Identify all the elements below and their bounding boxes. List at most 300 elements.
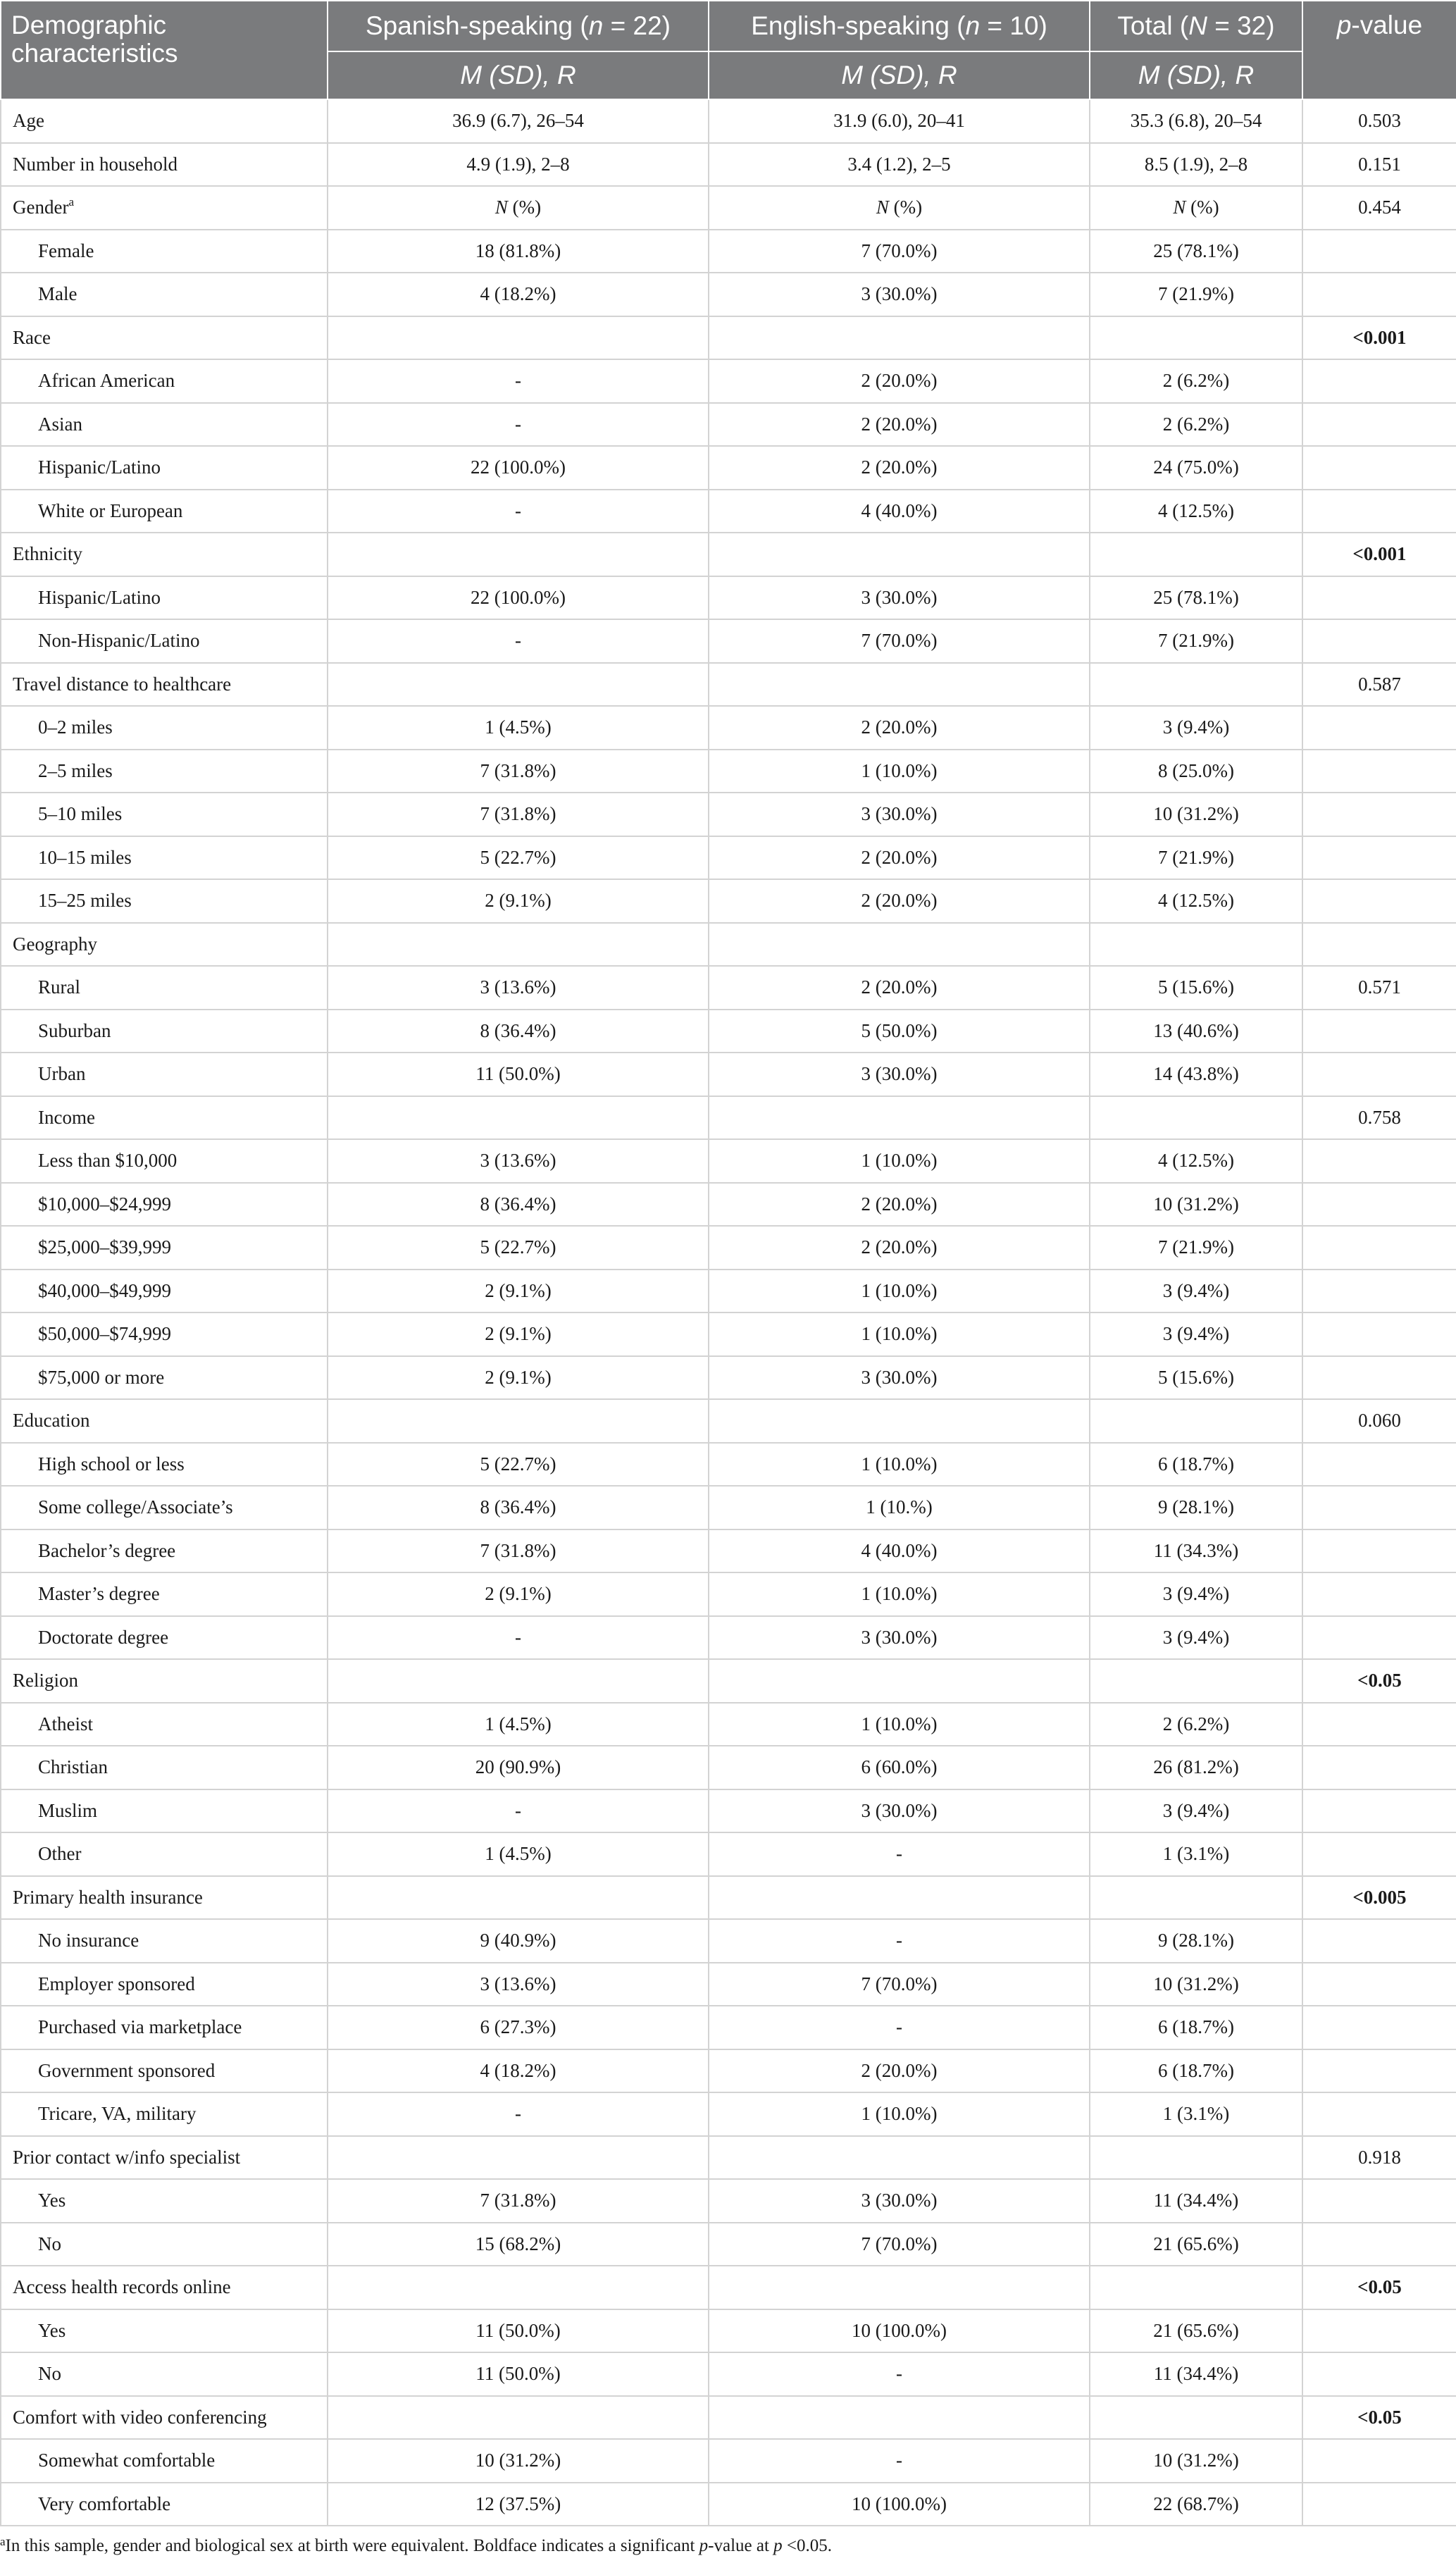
row-label: Very comfortable bbox=[1, 2483, 328, 2526]
row-label: Rural bbox=[1, 966, 328, 1010]
cell-p-value bbox=[1302, 1963, 1456, 2006]
cell-p-value bbox=[1302, 1010, 1456, 1053]
cell-p-value bbox=[1302, 706, 1456, 750]
header-english-speaking: English-speaking (n = 10) bbox=[709, 1, 1090, 51]
cell-spanish-speaking: N (%) bbox=[328, 186, 709, 230]
cell-english-speaking: 7 (70.0%) bbox=[709, 619, 1090, 663]
table-row-subitem bbox=[1, 576, 1456, 620]
cell-total bbox=[1090, 2266, 1302, 2309]
table-row-subitem bbox=[1, 1226, 1456, 1270]
cell-total: 2 (6.2%) bbox=[1090, 359, 1302, 403]
table-row-subitem bbox=[1, 1919, 1456, 1963]
table-row-subitem bbox=[1, 1963, 1456, 2006]
cell-p-value bbox=[1302, 273, 1456, 316]
cell-spanish-speaking: 1 (4.5%) bbox=[328, 706, 709, 750]
cell-english-speaking: N (%) bbox=[709, 186, 1090, 230]
row-label: Comfort with video conferencing bbox=[1, 2396, 328, 2440]
cell-spanish-speaking: 4 (18.2%) bbox=[328, 2049, 709, 2093]
cell-total: 9 (28.1%) bbox=[1090, 1486, 1302, 1529]
table-row-subitem bbox=[1, 490, 1456, 533]
cell-total: 8.5 (1.9), 2–8 bbox=[1090, 143, 1302, 187]
table-footnote: $^a$In this sample, gender and biological sex at birth were equivalent. Boldface indicates a significant p-value at p <0.05. bbox=[0, 2535, 833, 2555]
row-label: 10–15 miles bbox=[1, 836, 328, 880]
row-label: Some college/Associate’s bbox=[1, 1486, 328, 1529]
cell-total: 5 (15.6%) bbox=[1090, 1356, 1302, 1400]
cell-spanish-speaking: - bbox=[328, 403, 709, 447]
cell-total: 13 (40.6%) bbox=[1090, 1010, 1302, 1053]
table-row-subitem bbox=[1, 1010, 1456, 1053]
cell-p-value: 0.587 bbox=[1302, 663, 1456, 707]
cell-spanish-speaking: 3 (13.6%) bbox=[328, 1963, 709, 2006]
cell-spanish-speaking: 3 (13.6%) bbox=[328, 1139, 709, 1183]
cell-p-value bbox=[1302, 2223, 1456, 2266]
row-label: Doctorate degree bbox=[1, 1616, 328, 1660]
cell-spanish-speaking: 2 (9.1%) bbox=[328, 1270, 709, 1313]
cell-spanish-speaking bbox=[328, 2396, 709, 2440]
cell-p-value: 0.918 bbox=[1302, 2136, 1456, 2180]
cell-total: 11 (34.4%) bbox=[1090, 2179, 1302, 2223]
table-row-subitem bbox=[1, 2483, 1456, 2526]
cell-p-value: 0.571 bbox=[1302, 966, 1456, 1010]
cell-total bbox=[1090, 1876, 1302, 1920]
cell-total bbox=[1090, 533, 1302, 576]
cell-spanish-speaking: 5 (22.7%) bbox=[328, 1226, 709, 1270]
row-label: Number in household bbox=[1, 143, 328, 187]
cell-p-value: 0.454 bbox=[1302, 186, 1456, 230]
row-label: Somewhat comfortable bbox=[1, 2439, 328, 2483]
cell-english-speaking: - bbox=[709, 2352, 1090, 2396]
table-header bbox=[1, 1, 1456, 99]
cell-spanish-speaking: 2 (9.1%) bbox=[328, 1572, 709, 1616]
footnote-marker: a bbox=[68, 195, 75, 209]
cell-english-speaking: 1 (10.0%) bbox=[709, 750, 1090, 793]
table-row-subitem bbox=[1, 1529, 1456, 1573]
table-row-subitem bbox=[1, 2006, 1456, 2049]
table-row-category bbox=[1, 1876, 1456, 1920]
cell-p-value: 0.060 bbox=[1302, 1399, 1456, 1443]
cell-spanish-speaking: - bbox=[328, 1789, 709, 1833]
table-row-subitem bbox=[1, 2309, 1456, 2353]
cell-total: 3 (9.4%) bbox=[1090, 706, 1302, 750]
cell-p-value bbox=[1302, 1356, 1456, 1400]
subheader-total: M (SD), R bbox=[1090, 51, 1302, 99]
row-label: Less than $10,000 bbox=[1, 1139, 328, 1183]
cell-english-speaking: - bbox=[709, 1919, 1090, 1963]
table-row-subitem bbox=[1, 1616, 1456, 1660]
table-row-subitem bbox=[1, 966, 1456, 1010]
cell-spanish-speaking: - bbox=[328, 490, 709, 533]
table-row-category bbox=[1, 2136, 1456, 2180]
cell-total bbox=[1090, 1096, 1302, 1140]
cell-spanish-speaking: 8 (36.4%) bbox=[328, 1010, 709, 1053]
cell-total bbox=[1090, 316, 1302, 360]
cell-english-speaking: 1 (10.0%) bbox=[709, 1572, 1090, 1616]
cell-total: 3 (9.4%) bbox=[1090, 1616, 1302, 1660]
cell-total: 21 (65.6%) bbox=[1090, 2309, 1302, 2353]
cell-spanish-speaking bbox=[328, 2136, 709, 2180]
cell-total: 3 (9.4%) bbox=[1090, 1789, 1302, 1833]
table-row-category bbox=[1, 143, 1456, 187]
table-row-subitem bbox=[1, 2179, 1456, 2223]
table-row-subitem bbox=[1, 1312, 1456, 1356]
cell-english-speaking: 1 (10.0%) bbox=[709, 1270, 1090, 1313]
cell-english-speaking: - bbox=[709, 1832, 1090, 1876]
cell-spanish-speaking: - bbox=[328, 1616, 709, 1660]
cell-spanish-speaking bbox=[328, 1876, 709, 1920]
row-label: 15–25 miles bbox=[1, 879, 328, 923]
cell-total: 4 (12.5%) bbox=[1090, 1139, 1302, 1183]
table-row-subitem bbox=[1, 1789, 1456, 1833]
table-row-subitem bbox=[1, 1703, 1456, 1746]
cell-total: 35.3 (6.8), 20–54 bbox=[1090, 99, 1302, 143]
cell-spanish-speaking: 6 (27.3%) bbox=[328, 2006, 709, 2049]
cell-english-speaking: 1 (10.%) bbox=[709, 1486, 1090, 1529]
cell-english-speaking: 6 (60.0%) bbox=[709, 1746, 1090, 1789]
cell-spanish-speaking: 7 (31.8%) bbox=[328, 750, 709, 793]
cell-english-speaking: 1 (10.0%) bbox=[709, 1703, 1090, 1746]
table-row-category bbox=[1, 533, 1456, 576]
cell-total: 2 (6.2%) bbox=[1090, 403, 1302, 447]
cell-english-speaking: 2 (20.0%) bbox=[709, 446, 1090, 490]
table-row-subitem bbox=[1, 403, 1456, 447]
cell-english-speaking: 1 (10.0%) bbox=[709, 1312, 1090, 1356]
cell-english-speaking: 3.4 (1.2), 2–5 bbox=[709, 143, 1090, 187]
cell-p-value bbox=[1302, 2006, 1456, 2049]
cell-total: N (%) bbox=[1090, 186, 1302, 230]
table-row-subitem bbox=[1, 750, 1456, 793]
cell-total: 3 (9.4%) bbox=[1090, 1270, 1302, 1313]
cell-p-value bbox=[1302, 1529, 1456, 1573]
cell-p-value: <0.001 bbox=[1302, 533, 1456, 576]
cell-spanish-speaking: 5 (22.7%) bbox=[328, 836, 709, 880]
row-label: Geography bbox=[1, 923, 328, 967]
cell-english-speaking: 2 (20.0%) bbox=[709, 706, 1090, 750]
cell-p-value bbox=[1302, 1703, 1456, 1746]
cell-p-value: <0.05 bbox=[1302, 1659, 1456, 1703]
row-label: Government sponsored bbox=[1, 2049, 328, 2093]
table-row-subitem bbox=[1, 619, 1456, 663]
cell-spanish-speaking: 11 (50.0%) bbox=[328, 2309, 709, 2353]
cell-total: 8 (25.0%) bbox=[1090, 750, 1302, 793]
row-label: 2–5 miles bbox=[1, 750, 328, 793]
cell-total: 1 (3.1%) bbox=[1090, 2092, 1302, 2136]
header-spanish-speaking: Spanish-speaking (n = 22) bbox=[328, 1, 709, 51]
cell-total: 7 (21.9%) bbox=[1090, 1226, 1302, 1270]
header-total: Total (N = 32) bbox=[1090, 1, 1302, 51]
cell-english-speaking: 1 (10.0%) bbox=[709, 2092, 1090, 2136]
row-label: Hispanic/Latino bbox=[1, 446, 328, 490]
cell-spanish-speaking: 18 (81.8%) bbox=[328, 230, 709, 273]
cell-english-speaking bbox=[709, 2136, 1090, 2180]
table-row-subitem bbox=[1, 2049, 1456, 2093]
table-row-subitem bbox=[1, 2439, 1456, 2483]
cell-spanish-speaking: 7 (31.8%) bbox=[328, 793, 709, 836]
cell-p-value bbox=[1302, 619, 1456, 663]
table-row-category bbox=[1, 663, 1456, 707]
table-row-subitem bbox=[1, 706, 1456, 750]
cell-total: 10 (31.2%) bbox=[1090, 2439, 1302, 2483]
cell-p-value: 0.503 bbox=[1302, 99, 1456, 143]
cell-total: 26 (81.2%) bbox=[1090, 1746, 1302, 1789]
cell-p-value bbox=[1302, 1443, 1456, 1487]
table-row-category bbox=[1, 186, 1456, 230]
cell-spanish-speaking: 2 (9.1%) bbox=[328, 1312, 709, 1356]
cell-english-speaking bbox=[709, 316, 1090, 360]
row-label: Purchased via marketplace bbox=[1, 2006, 328, 2049]
cell-spanish-speaking: 1 (4.5%) bbox=[328, 1832, 709, 1876]
cell-spanish-speaking bbox=[328, 1659, 709, 1703]
table-row-subitem bbox=[1, 1572, 1456, 1616]
table-row-subitem bbox=[1, 230, 1456, 273]
cell-english-speaking: 2 (20.0%) bbox=[709, 359, 1090, 403]
row-label: Race bbox=[1, 316, 328, 360]
cell-p-value bbox=[1302, 2179, 1456, 2223]
cell-p-value bbox=[1302, 750, 1456, 793]
cell-p-value bbox=[1302, 836, 1456, 880]
cell-total: 25 (78.1%) bbox=[1090, 576, 1302, 620]
cell-total: 2 (6.2%) bbox=[1090, 1703, 1302, 1746]
cell-spanish-speaking bbox=[328, 2266, 709, 2309]
row-label: 0–2 miles bbox=[1, 706, 328, 750]
cell-total: 10 (31.2%) bbox=[1090, 1963, 1302, 2006]
cell-english-speaking: 3 (30.0%) bbox=[709, 1789, 1090, 1833]
row-label: Primary health insurance bbox=[1, 1876, 328, 1920]
cell-spanish-speaking: 8 (36.4%) bbox=[328, 1183, 709, 1227]
cell-english-speaking: 10 (100.0%) bbox=[709, 2483, 1090, 2526]
cell-total: 14 (43.8%) bbox=[1090, 1053, 1302, 1096]
cell-p-value bbox=[1302, 879, 1456, 923]
table-row-category bbox=[1, 99, 1456, 143]
table-row-category bbox=[1, 2396, 1456, 2440]
cell-p-value bbox=[1302, 1616, 1456, 1660]
cell-spanish-speaking: - bbox=[328, 2092, 709, 2136]
row-label: Male bbox=[1, 273, 328, 316]
cell-total: 3 (9.4%) bbox=[1090, 1312, 1302, 1356]
cell-p-value bbox=[1302, 1053, 1456, 1096]
cell-english-speaking: 4 (40.0%) bbox=[709, 490, 1090, 533]
cell-p-value bbox=[1302, 2309, 1456, 2353]
cell-english-speaking: 7 (70.0%) bbox=[709, 2223, 1090, 2266]
row-label: $75,000 or more bbox=[1, 1356, 328, 1400]
cell-spanish-speaking: 11 (50.0%) bbox=[328, 2352, 709, 2396]
cell-spanish-speaking: 4.9 (1.9), 2–8 bbox=[328, 143, 709, 187]
cell-english-speaking bbox=[709, 1876, 1090, 1920]
table-row-subitem bbox=[1, 793, 1456, 836]
table-row-subitem bbox=[1, 836, 1456, 880]
footnote-marker: a bbox=[0, 2535, 6, 2548]
cell-p-value bbox=[1302, 1486, 1456, 1529]
cell-total: 7 (21.9%) bbox=[1090, 273, 1302, 316]
cell-english-speaking: 2 (20.0%) bbox=[709, 836, 1090, 880]
cell-total bbox=[1090, 663, 1302, 707]
cell-english-speaking: 3 (30.0%) bbox=[709, 1616, 1090, 1660]
row-label: No insurance bbox=[1, 1919, 328, 1963]
cell-total: 6 (18.7%) bbox=[1090, 1443, 1302, 1487]
cell-spanish-speaking bbox=[328, 533, 709, 576]
row-label: Master’s degree bbox=[1, 1572, 328, 1616]
cell-p-value bbox=[1302, 1139, 1456, 1183]
table-row-subitem bbox=[1, 1053, 1456, 1096]
cell-p-value bbox=[1302, 576, 1456, 620]
cell-spanish-speaking: 20 (90.9%) bbox=[328, 1746, 709, 1789]
cell-total: 1 (3.1%) bbox=[1090, 1832, 1302, 1876]
cell-p-value bbox=[1302, 2352, 1456, 2396]
row-label: $10,000–$24,999 bbox=[1, 1183, 328, 1227]
cell-p-value bbox=[1302, 359, 1456, 403]
row-label: Tricare, VA, military bbox=[1, 2092, 328, 2136]
table-row-subitem bbox=[1, 1746, 1456, 1789]
row-label: $25,000–$39,999 bbox=[1, 1226, 328, 1270]
cell-english-speaking: - bbox=[709, 2006, 1090, 2049]
row-label: Age bbox=[1, 99, 328, 143]
cell-total: 10 (31.2%) bbox=[1090, 793, 1302, 836]
table-row-category bbox=[1, 1399, 1456, 1443]
cell-total: 25 (78.1%) bbox=[1090, 230, 1302, 273]
cell-total: 6 (18.7%) bbox=[1090, 2049, 1302, 2093]
cell-total: 11 (34.4%) bbox=[1090, 2352, 1302, 2396]
cell-total bbox=[1090, 1399, 1302, 1443]
row-label: Bachelor’s degree bbox=[1, 1529, 328, 1573]
row-label: Asian bbox=[1, 403, 328, 447]
cell-english-speaking: 2 (20.0%) bbox=[709, 879, 1090, 923]
cell-spanish-speaking: 8 (36.4%) bbox=[328, 1486, 709, 1529]
cell-english-speaking: 2 (20.0%) bbox=[709, 1226, 1090, 1270]
table-row-subitem bbox=[1, 1486, 1456, 1529]
cell-total: 9 (28.1%) bbox=[1090, 1919, 1302, 1963]
cell-spanish-speaking: 2 (9.1%) bbox=[328, 1356, 709, 1400]
cell-total: 11 (34.3%) bbox=[1090, 1529, 1302, 1573]
cell-p-value bbox=[1302, 1572, 1456, 1616]
cell-p-value bbox=[1302, 1312, 1456, 1356]
table-row-subitem bbox=[1, 1443, 1456, 1487]
table-row-subitem bbox=[1, 2223, 1456, 2266]
table-body bbox=[1, 99, 1456, 2526]
row-label: Access health records online bbox=[1, 2266, 328, 2309]
table-row-subitem bbox=[1, 2352, 1456, 2396]
row-label: Suburban bbox=[1, 1010, 328, 1053]
row-label: No bbox=[1, 2223, 328, 2266]
cell-spanish-speaking bbox=[328, 1399, 709, 1443]
cell-spanish-speaking bbox=[328, 663, 709, 707]
cell-english-speaking: 3 (30.0%) bbox=[709, 793, 1090, 836]
cell-spanish-speaking: 22 (100.0%) bbox=[328, 576, 709, 620]
cell-p-value: <0.05 bbox=[1302, 2396, 1456, 2440]
cell-english-speaking: 3 (30.0%) bbox=[709, 273, 1090, 316]
header-characteristics: Demographic characteristics bbox=[1, 1, 328, 99]
row-label: African American bbox=[1, 359, 328, 403]
cell-english-speaking bbox=[709, 1096, 1090, 1140]
row-label: $50,000–$74,999 bbox=[1, 1312, 328, 1356]
cell-p-value bbox=[1302, 2483, 1456, 2526]
cell-english-speaking bbox=[709, 2396, 1090, 2440]
cell-p-value bbox=[1302, 2439, 1456, 2483]
row-label: Yes bbox=[1, 2309, 328, 2353]
table-row-subitem bbox=[1, 1096, 1456, 1140]
cell-total: 10 (31.2%) bbox=[1090, 1183, 1302, 1227]
cell-total: 4 (12.5%) bbox=[1090, 490, 1302, 533]
row-label: Ethnicity bbox=[1, 533, 328, 576]
cell-spanish-speaking: - bbox=[328, 359, 709, 403]
cell-p-value bbox=[1302, 446, 1456, 490]
header-p-value: p-value bbox=[1302, 1, 1456, 99]
cell-spanish-speaking: 15 (68.2%) bbox=[328, 2223, 709, 2266]
cell-total bbox=[1090, 2136, 1302, 2180]
cell-spanish-speaking bbox=[328, 1096, 709, 1140]
cell-english-speaking: 3 (30.0%) bbox=[709, 1053, 1090, 1096]
cell-english-speaking: 4 (40.0%) bbox=[709, 1529, 1090, 1573]
cell-p-value bbox=[1302, 2049, 1456, 2093]
cell-spanish-speaking: 7 (31.8%) bbox=[328, 1529, 709, 1573]
cell-english-speaking: 3 (30.0%) bbox=[709, 1356, 1090, 1400]
cell-p-value bbox=[1302, 2092, 1456, 2136]
cell-spanish-speaking: 1 (4.5%) bbox=[328, 1703, 709, 1746]
row-label: Female bbox=[1, 230, 328, 273]
cell-total: 7 (21.9%) bbox=[1090, 836, 1302, 880]
cell-spanish-speaking: 36.9 (6.7), 26–54 bbox=[328, 99, 709, 143]
cell-p-value: <0.001 bbox=[1302, 316, 1456, 360]
table-row-subitem bbox=[1, 2092, 1456, 2136]
cell-english-speaking: 7 (70.0%) bbox=[709, 1963, 1090, 2006]
table-row-category bbox=[1, 923, 1456, 967]
cell-p-value bbox=[1302, 1226, 1456, 1270]
row-label: Christian bbox=[1, 1746, 328, 1789]
cell-p-value: 0.758 bbox=[1302, 1096, 1456, 1140]
cell-total bbox=[1090, 2396, 1302, 2440]
cell-p-value bbox=[1302, 1270, 1456, 1313]
cell-p-value bbox=[1302, 230, 1456, 273]
cell-english-speaking: 3 (30.0%) bbox=[709, 576, 1090, 620]
cell-spanish-speaking: 12 (37.5%) bbox=[328, 2483, 709, 2526]
cell-p-value: 0.151 bbox=[1302, 143, 1456, 187]
row-label: Urban bbox=[1, 1053, 328, 1096]
cell-p-value: <0.05 bbox=[1302, 2266, 1456, 2309]
cell-spanish-speaking: 7 (31.8%) bbox=[328, 2179, 709, 2223]
cell-p-value bbox=[1302, 490, 1456, 533]
cell-english-speaking: 10 (100.0%) bbox=[709, 2309, 1090, 2353]
row-label: Religion bbox=[1, 1659, 328, 1703]
cell-english-speaking bbox=[709, 533, 1090, 576]
row-label: Atheist bbox=[1, 1703, 328, 1746]
cell-total: 6 (18.7%) bbox=[1090, 2006, 1302, 2049]
cell-english-speaking: 2 (20.0%) bbox=[709, 966, 1090, 1010]
subheader-spanish: M (SD), R bbox=[328, 51, 709, 99]
cell-spanish-speaking: 9 (40.9%) bbox=[328, 1919, 709, 1963]
row-label: Gender$^a$ bbox=[1, 186, 328, 230]
cell-english-speaking: 1 (10.0%) bbox=[709, 1139, 1090, 1183]
cell-total: 5 (15.6%) bbox=[1090, 966, 1302, 1010]
cell-english-speaking: 1 (10.0%) bbox=[709, 1443, 1090, 1487]
cell-english-speaking bbox=[709, 923, 1090, 967]
row-label: High school or less bbox=[1, 1443, 328, 1487]
subheader-english: M (SD), R bbox=[709, 51, 1090, 99]
table-row-subitem bbox=[1, 1183, 1456, 1227]
cell-total: 21 (65.6%) bbox=[1090, 2223, 1302, 2266]
cell-english-speaking: 2 (20.0%) bbox=[709, 2049, 1090, 2093]
row-label: White or European bbox=[1, 490, 328, 533]
row-label: Prior contact w/info specialist bbox=[1, 2136, 328, 2180]
table-row-subitem bbox=[1, 273, 1456, 316]
cell-english-speaking: 31.9 (6.0), 20–41 bbox=[709, 99, 1090, 143]
cell-p-value bbox=[1302, 1746, 1456, 1789]
cell-total bbox=[1090, 1659, 1302, 1703]
cell-total: 7 (21.9%) bbox=[1090, 619, 1302, 663]
cell-spanish-speaking: 5 (22.7%) bbox=[328, 1443, 709, 1487]
row-label: Income bbox=[1, 1096, 328, 1140]
cell-total: 4 (12.5%) bbox=[1090, 879, 1302, 923]
cell-spanish-speaking: - bbox=[328, 619, 709, 663]
cell-spanish-speaking: 3 (13.6%) bbox=[328, 966, 709, 1010]
cell-p-value: <0.005 bbox=[1302, 1876, 1456, 1920]
